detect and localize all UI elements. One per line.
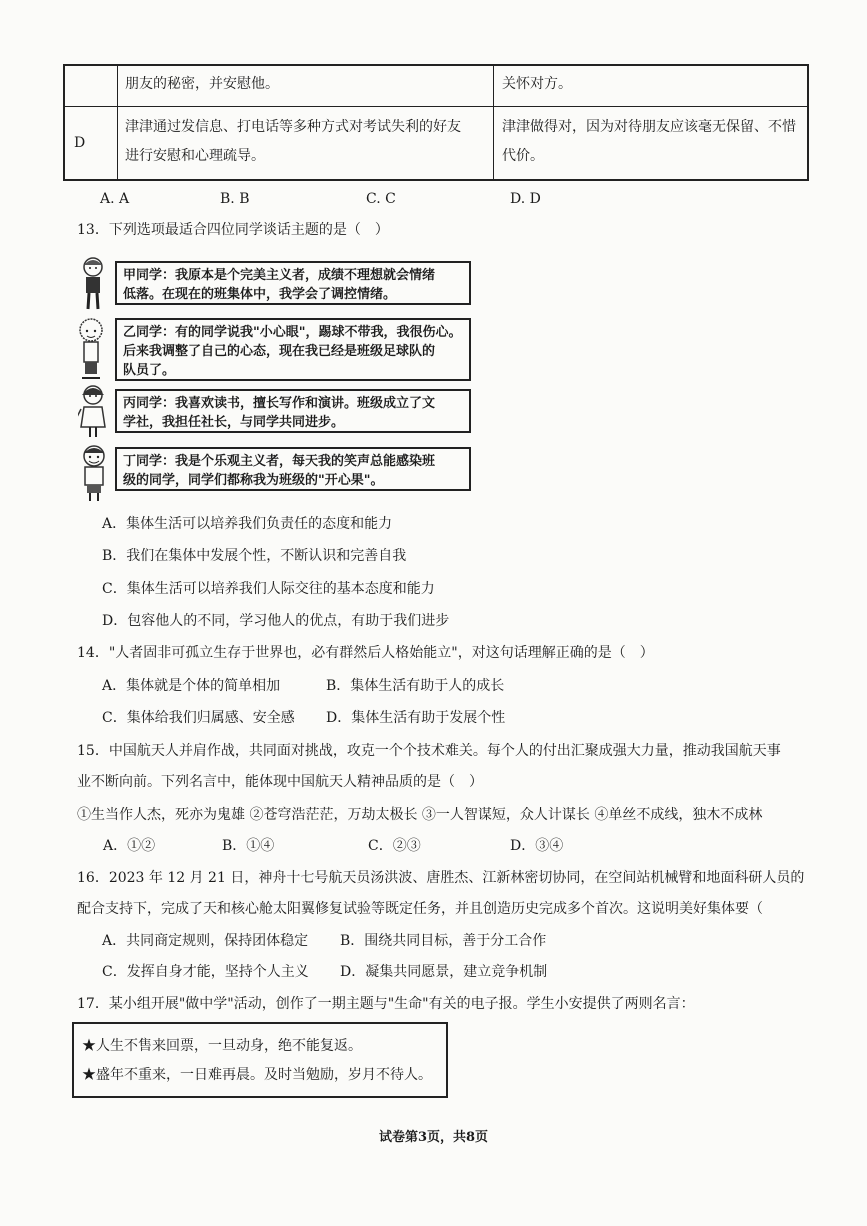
dialogue-line: 低落。在现在的班集体中，我学会了调控情绪。 bbox=[123, 287, 397, 302]
student-d-cartoon bbox=[79, 444, 109, 502]
row-d-left-line: 津津通过发信息、打电话等多种方式对考试失利的好友 bbox=[125, 119, 461, 135]
table-col-divider bbox=[493, 66, 494, 179]
student-b-dialogue bbox=[115, 318, 471, 381]
row-d-right-line: 津津做得对，因为对待朋友应该毫无保留、不惜 bbox=[502, 119, 796, 135]
table-row-divider bbox=[65, 106, 807, 107]
q15-option: A．①② bbox=[103, 838, 156, 854]
q13-option: C．集体生活可以培养我们人际交往的基本态度和能力 bbox=[102, 581, 435, 597]
dialogue-line: 甲同学：我原本是个完美主义者，成绩不理想就会情绪 bbox=[123, 268, 436, 283]
dialogue-line: 丙同学：我喜欢读书，擅长写作和演讲。班级成立了文 bbox=[123, 396, 436, 411]
dialogue-line: 队员了。 bbox=[123, 363, 176, 378]
q14-option: B．集体生活有助于人的成长 bbox=[326, 678, 505, 694]
q13-option: D．包容他人的不同，学习他人的优点，有助于我们进步 bbox=[102, 613, 450, 629]
q16-option: D．凝集共同愿景，建立竞争机制 bbox=[340, 964, 548, 980]
student-a-cartoon bbox=[78, 255, 108, 311]
page-footer: 试卷第3页，共8页 bbox=[378, 1130, 489, 1145]
q16-option: B．围绕共同目标，善于分工合作 bbox=[340, 933, 547, 949]
q15-option: C．②③ bbox=[368, 838, 421, 854]
student-d-dialogue bbox=[115, 447, 471, 491]
q16-stem: 配合支持下，完成了天和核心舱太阳翼修复试验等既定任务，并且创造历史完成多个首次。这说明美好集体要（ bbox=[77, 901, 763, 917]
row-d-right-line: 代价。 bbox=[502, 148, 544, 164]
student-c-cartoon bbox=[78, 383, 108, 439]
dialogue-line: 学社，我担任社长，与同学共同进步。 bbox=[123, 415, 345, 430]
quotes-box bbox=[72, 1022, 448, 1098]
q16-stem: 16．2023 年 12 月 21 日，神舟十七号航天员汤洪波、唐胜杰、江新林密切协同，在空间站机械臂和地面科研人员的 bbox=[77, 870, 805, 886]
q12-option: C. C bbox=[366, 191, 396, 207]
dialogue-line: 乙同学：有的同学说我"小心眼"，踢球不带我，我很伤心。 bbox=[123, 325, 462, 340]
row-c-right-text: 关怀对方。 bbox=[502, 76, 572, 92]
q13-stem: 13．下列选项最适合四位同学谈话主题的是（ ） bbox=[77, 222, 389, 238]
q12-option: A. A bbox=[100, 191, 130, 207]
quote-line: ★人生不售来回票，一旦动身，绝不能复返。 bbox=[82, 1038, 362, 1054]
q16-option: C．发挥自身才能，坚持个人主义 bbox=[102, 964, 309, 980]
q13-option: A．集体生活可以培养我们负责任的态度和能力 bbox=[102, 516, 393, 532]
q14-stem: 14．"人者固非可孤立生存于世界也，必有群然后人格始能立"，对这句话理解正确的是（ ） bbox=[77, 645, 654, 661]
q14-option: A．集体就是个体的简单相加 bbox=[102, 678, 281, 694]
row-c-left-text: 朋友的秘密，并安慰他。 bbox=[125, 76, 279, 92]
q14-option: D．集体生活有助于发展个性 bbox=[326, 710, 506, 726]
q12-option: D. D bbox=[510, 191, 541, 207]
q17-stem: 17．某小组开展"做中学"活动，创作了一期主题与"生命"有关的电子报。学生小安提供了两则名言： bbox=[77, 996, 695, 1012]
q15-stem: 业不断向前。下列名言中，能体现中国航天人精神品质的是（ ） bbox=[77, 774, 483, 790]
dialogue-line: 后来我调整了自己的心态，现在我已经是班级足球队的 bbox=[123, 344, 436, 359]
q14-option: C．集体给我们归属感、安全感 bbox=[102, 710, 295, 726]
q16-option: A．共同商定规则，保持团体稳定 bbox=[102, 933, 309, 949]
quote-line: ★盛年不重来，一日难再晨。及时当勉励，岁月不待人。 bbox=[82, 1067, 432, 1083]
dialogue-line: 丁同学：我是个乐观主义者，每天我的笑声总能感染班 bbox=[123, 454, 436, 469]
q15-items: ①生当作人杰，死亦为鬼雄 ②苍穹浩茫茫，万劫太极长 ③一人智谋短，众人计谋长 ④单丝不成线，独木不成林 bbox=[77, 807, 763, 823]
row-d-left-line: 进行安慰和心理疏导。 bbox=[125, 148, 265, 164]
q15-option: D．③④ bbox=[510, 838, 564, 854]
q15-stem: 15．中国航天人并肩作战，共同面对挑战，攻克一个个技术难关。每个人的付出汇聚成强大力量，推动我国航天事 bbox=[77, 743, 781, 759]
student-c-dialogue bbox=[115, 389, 471, 433]
q13-option: B．我们在集体中发展个性，不断认识和完善自我 bbox=[102, 548, 407, 564]
student-a-dialogue bbox=[115, 261, 471, 305]
row-d-label: D bbox=[74, 135, 86, 151]
q15-option: B．①④ bbox=[222, 838, 275, 854]
table-col-divider bbox=[117, 66, 118, 179]
dialogue-line: 级的同学，同学们都称我为班级的"开心果"。 bbox=[123, 473, 384, 488]
student-b-cartoon bbox=[76, 316, 106, 380]
q12-option: B. B bbox=[220, 191, 250, 207]
